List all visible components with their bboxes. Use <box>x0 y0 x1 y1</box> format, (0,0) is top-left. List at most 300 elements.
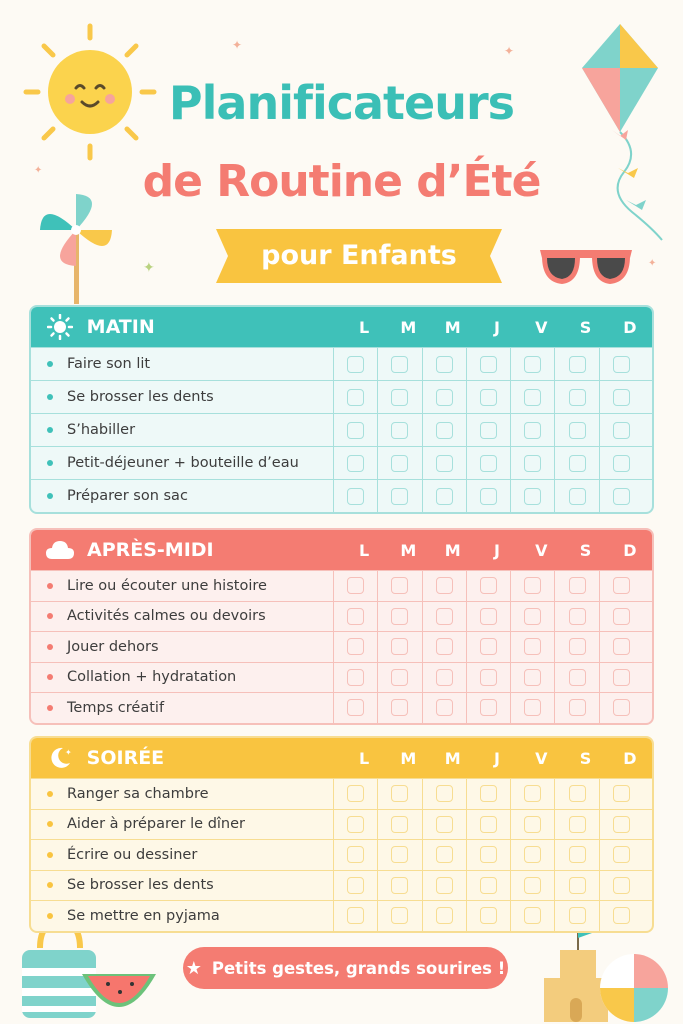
day-cell <box>423 447 467 479</box>
day-header: J <box>493 540 500 560</box>
day-cell <box>423 693 467 723</box>
footer-banner <box>183 947 508 989</box>
day-cell <box>334 901 378 931</box>
day-cell <box>600 693 644 723</box>
day-cell <box>334 414 378 446</box>
bullet-dot <box>47 427 53 433</box>
checkbox[interactable] <box>613 877 630 894</box>
checkbox[interactable] <box>569 907 586 924</box>
checkbox[interactable] <box>391 907 408 924</box>
day-cell <box>467 480 511 512</box>
checkbox[interactable] <box>569 877 586 894</box>
checkbox[interactable] <box>480 455 497 472</box>
day-cell <box>467 602 511 632</box>
task-row <box>31 347 652 380</box>
task-label: Jouer dehors <box>67 638 159 655</box>
task-cell <box>31 693 334 723</box>
bullet-dot <box>47 460 53 466</box>
day-cell <box>467 840 511 870</box>
checkbox[interactable] <box>480 422 497 439</box>
day-cell <box>378 663 422 693</box>
checkbox[interactable] <box>569 816 586 833</box>
day-cell <box>378 632 422 662</box>
checkbox[interactable] <box>569 846 586 863</box>
bullet-dot <box>47 705 53 711</box>
checkbox[interactable] <box>347 488 364 505</box>
checkbox[interactable] <box>524 877 541 894</box>
bullet-dot <box>47 852 53 858</box>
day-cell <box>600 381 644 413</box>
day-header: S <box>579 540 592 560</box>
task-label: S’habiller <box>67 422 136 438</box>
day-cell <box>511 901 555 931</box>
task-row <box>31 380 652 413</box>
checkbox[interactable] <box>480 488 497 505</box>
day-cell <box>378 693 422 723</box>
checkbox[interactable] <box>569 699 586 716</box>
day-cell <box>378 348 422 380</box>
checkbox[interactable] <box>391 816 408 833</box>
day-cell <box>511 871 555 901</box>
checkbox[interactable] <box>569 389 586 406</box>
checkbox[interactable] <box>391 877 408 894</box>
section-title: MATIN <box>86 316 155 338</box>
day-cell <box>423 663 467 693</box>
day-cell <box>600 663 644 693</box>
day-header: J <box>493 748 500 768</box>
checkbox[interactable] <box>569 638 586 655</box>
task-row <box>31 692 652 723</box>
checkbox[interactable] <box>480 816 497 833</box>
bullet-dot <box>47 361 53 367</box>
checkbox[interactable] <box>613 669 630 686</box>
checkbox[interactable] <box>391 699 408 716</box>
checkbox[interactable] <box>391 638 408 655</box>
bullet-dot <box>47 613 53 619</box>
checkbox[interactable] <box>613 638 630 655</box>
checkbox[interactable] <box>613 389 630 406</box>
checkbox[interactable] <box>613 577 630 594</box>
day-cell <box>423 414 467 446</box>
checkbox[interactable] <box>391 389 408 406</box>
checkbox[interactable] <box>480 608 497 625</box>
day-cell <box>334 381 378 413</box>
day-cell <box>334 447 378 479</box>
task-row <box>31 900 652 931</box>
day-cell <box>511 693 555 723</box>
task-cell <box>31 663 334 693</box>
day-cell <box>334 871 378 901</box>
checkbox[interactable] <box>436 877 453 894</box>
checkbox[interactable] <box>613 785 630 802</box>
day-cell <box>378 901 422 931</box>
checkbox[interactable] <box>569 608 586 625</box>
day-cell <box>511 571 555 601</box>
sparkle-icon: ✦ <box>34 165 43 176</box>
checkbox[interactable] <box>613 488 630 505</box>
checkbox[interactable] <box>436 785 453 802</box>
task-row <box>31 778 652 809</box>
day-cell <box>467 632 511 662</box>
bullet-dot <box>47 821 53 827</box>
day-cell <box>378 779 422 809</box>
checkbox[interactable] <box>569 488 586 505</box>
day-cell <box>378 602 422 632</box>
day-cell <box>555 810 599 840</box>
day-cell <box>600 447 644 479</box>
day-header: L <box>358 317 370 337</box>
day-cell <box>555 871 599 901</box>
sparkle-icon: ✦ <box>648 258 657 269</box>
checkbox[interactable] <box>480 877 497 894</box>
day-cell <box>334 779 378 809</box>
bullet-dot <box>47 882 53 888</box>
checkbox[interactable] <box>436 638 453 655</box>
day-cell <box>511 381 555 413</box>
checkbox[interactable] <box>480 389 497 406</box>
day-cell <box>378 447 422 479</box>
day-header: M <box>400 540 417 560</box>
day-cell <box>555 901 599 931</box>
task-cell <box>31 901 334 931</box>
checkbox[interactable] <box>436 356 453 373</box>
day-cell <box>334 810 378 840</box>
day-cell <box>423 779 467 809</box>
day-header: J <box>493 317 500 337</box>
day-cell <box>600 871 644 901</box>
day-header: L <box>358 748 370 768</box>
day-header: L <box>358 540 370 560</box>
section-header <box>31 307 652 347</box>
day-cell <box>555 602 599 632</box>
task-label: Activités calmes ou devoirs <box>67 608 266 625</box>
checkbox[interactable] <box>436 577 453 594</box>
sunglasses-illustration <box>536 242 636 302</box>
day-cell <box>600 779 644 809</box>
watermelon-illustration <box>80 970 158 1020</box>
day-cell <box>334 693 378 723</box>
checkbox[interactable] <box>613 699 630 716</box>
task-label: Se brosser les dents <box>67 389 214 405</box>
checkbox[interactable] <box>524 638 541 655</box>
task-row <box>31 839 652 870</box>
task-row <box>31 870 652 901</box>
checkbox[interactable] <box>613 608 630 625</box>
checkbox[interactable] <box>524 816 541 833</box>
day-cell <box>600 632 644 662</box>
day-header: M <box>400 317 417 337</box>
day-cell <box>511 602 555 632</box>
day-header: D <box>623 540 637 560</box>
checkbox[interactable] <box>524 577 541 594</box>
section-title: SOIRÉE <box>86 747 165 769</box>
checkbox[interactable] <box>436 907 453 924</box>
checkbox[interactable] <box>569 455 586 472</box>
checkbox[interactable] <box>613 356 630 373</box>
day-cell <box>423 480 467 512</box>
task-row <box>31 662 652 693</box>
checkbox[interactable] <box>347 669 364 686</box>
checkbox[interactable] <box>391 846 408 863</box>
checkbox[interactable] <box>480 785 497 802</box>
checkbox[interactable] <box>569 422 586 439</box>
checkbox[interactable] <box>347 816 364 833</box>
day-cell <box>467 663 511 693</box>
pinwheel-illustration <box>38 192 118 304</box>
checkbox[interactable] <box>480 699 497 716</box>
checkbox[interactable] <box>436 608 453 625</box>
bullet-dot <box>47 583 53 589</box>
bullet-dot <box>47 394 53 400</box>
checkbox[interactable] <box>480 577 497 594</box>
task-cell <box>31 414 334 446</box>
day-cell <box>555 381 599 413</box>
day-cell <box>511 348 555 380</box>
day-cell <box>467 871 511 901</box>
task-cell <box>31 779 334 809</box>
task-label: Petit-déjeuner + bouteille d’eau <box>67 455 299 471</box>
task-cell <box>31 480 334 512</box>
checkbox[interactable] <box>613 455 630 472</box>
day-cell <box>555 779 599 809</box>
checkbox[interactable] <box>524 699 541 716</box>
checkbox[interactable] <box>391 455 408 472</box>
checkbox[interactable] <box>569 669 586 686</box>
footer-label: Petits gestes, grands sourires ! <box>211 958 506 978</box>
day-cell <box>334 840 378 870</box>
checkbox[interactable] <box>524 608 541 625</box>
day-cell <box>423 632 467 662</box>
day-cell <box>511 663 555 693</box>
day-cell <box>511 840 555 870</box>
beach-ball-illustration <box>598 952 670 1024</box>
checkbox[interactable] <box>391 356 408 373</box>
checkbox[interactable] <box>524 907 541 924</box>
task-cell <box>31 381 334 413</box>
checkbox[interactable] <box>480 638 497 655</box>
checkbox[interactable] <box>436 816 453 833</box>
day-cell <box>423 571 467 601</box>
day-cell <box>467 414 511 446</box>
bullet-dot <box>47 493 53 499</box>
day-cell <box>423 381 467 413</box>
checkbox[interactable] <box>524 669 541 686</box>
task-label: Lire ou écouter une histoire <box>67 577 267 594</box>
checkbox[interactable] <box>436 455 453 472</box>
day-cell <box>378 571 422 601</box>
checkbox[interactable] <box>569 577 586 594</box>
checkbox[interactable] <box>436 669 453 686</box>
section-matin <box>29 305 654 514</box>
checkbox[interactable] <box>613 846 630 863</box>
day-header: M <box>444 540 461 560</box>
checkbox[interactable] <box>480 669 497 686</box>
checkbox[interactable] <box>436 699 453 716</box>
task-row <box>31 601 652 632</box>
checkbox[interactable] <box>391 608 408 625</box>
day-header: M <box>444 317 461 337</box>
checkbox[interactable] <box>391 577 408 594</box>
day-cell <box>511 480 555 512</box>
task-row <box>31 631 652 662</box>
day-cell <box>600 602 644 632</box>
checkbox[interactable] <box>391 785 408 802</box>
checkbox[interactable] <box>436 846 453 863</box>
checkbox[interactable] <box>347 699 364 716</box>
day-cell <box>423 871 467 901</box>
day-cell <box>555 663 599 693</box>
task-label: Collation + hydratation <box>67 669 237 686</box>
day-cell <box>334 663 378 693</box>
section-soiree <box>29 736 654 933</box>
task-cell <box>31 348 334 380</box>
day-cell <box>334 571 378 601</box>
day-cell <box>378 381 422 413</box>
day-cell <box>334 480 378 512</box>
day-cell <box>600 480 644 512</box>
checkbox[interactable] <box>436 422 453 439</box>
day-header: M <box>444 748 461 768</box>
day-cell <box>511 810 555 840</box>
day-cell <box>467 381 511 413</box>
day-cell <box>467 810 511 840</box>
checkbox[interactable] <box>569 785 586 802</box>
svg-text:✦: ✦ <box>64 748 72 757</box>
checkbox[interactable] <box>480 356 497 373</box>
day-header: V <box>535 540 548 560</box>
sparkle-icon: ✦ <box>504 44 515 58</box>
bullet-dot <box>47 791 53 797</box>
star-icon: ★ <box>185 957 202 979</box>
checkbox[interactable] <box>347 389 364 406</box>
sparkle-icon: ✦ <box>232 38 243 52</box>
day-header: S <box>579 317 592 337</box>
section-apres-midi <box>29 528 654 725</box>
checkbox[interactable] <box>524 356 541 373</box>
checkbox[interactable] <box>524 422 541 439</box>
checkbox[interactable] <box>347 608 364 625</box>
subtitle: pour Enfants <box>261 240 457 271</box>
moon-icon <box>45 743 75 773</box>
day-cell <box>555 447 599 479</box>
day-cell <box>511 632 555 662</box>
bullet-dot <box>47 913 53 919</box>
day-cell <box>423 810 467 840</box>
section-header <box>31 738 652 778</box>
day-header: S <box>579 748 592 768</box>
day-cell <box>467 447 511 479</box>
day-cell <box>600 840 644 870</box>
cloud-icon <box>45 535 75 565</box>
task-row <box>31 570 652 601</box>
checkbox[interactable] <box>347 785 364 802</box>
checkbox[interactable] <box>391 488 408 505</box>
checkbox[interactable] <box>347 455 364 472</box>
checkbox[interactable] <box>391 669 408 686</box>
day-cell <box>555 480 599 512</box>
checkbox[interactable] <box>347 356 364 373</box>
checkbox[interactable] <box>613 422 630 439</box>
day-cell <box>423 602 467 632</box>
checkbox[interactable] <box>347 877 364 894</box>
day-header: M <box>400 748 417 768</box>
checkbox[interactable] <box>436 389 453 406</box>
day-cell <box>511 779 555 809</box>
task-cell <box>31 840 334 870</box>
checkbox[interactable] <box>524 846 541 863</box>
checkbox[interactable] <box>391 422 408 439</box>
day-cell <box>600 901 644 931</box>
day-cell <box>467 348 511 380</box>
bullet-dot <box>47 644 53 650</box>
checkbox[interactable] <box>347 907 364 924</box>
day-cell <box>423 901 467 931</box>
task-row <box>31 413 652 446</box>
checkbox[interactable] <box>569 356 586 373</box>
sparkle-icon: ✦ <box>143 260 155 276</box>
day-cell <box>467 693 511 723</box>
day-cell <box>555 840 599 870</box>
task-cell <box>31 571 334 601</box>
checkbox[interactable] <box>524 455 541 472</box>
day-cell <box>334 348 378 380</box>
task-label: Temps créatif <box>67 699 165 716</box>
day-cell <box>378 414 422 446</box>
day-cell <box>334 602 378 632</box>
checkbox[interactable] <box>480 846 497 863</box>
section-title: APRÈS-MIDI <box>87 539 214 561</box>
bullet-dot <box>47 674 53 680</box>
task-label: Se brosser les dents <box>67 877 214 894</box>
day-cell <box>467 779 511 809</box>
task-cell <box>31 632 334 662</box>
checkbox[interactable] <box>524 389 541 406</box>
task-row <box>31 809 652 840</box>
checkbox[interactable] <box>347 577 364 594</box>
section-header <box>31 530 652 570</box>
checkbox[interactable] <box>613 907 630 924</box>
checkbox[interactable] <box>524 488 541 505</box>
task-label: Préparer son sac <box>67 488 188 504</box>
day-cell <box>467 571 511 601</box>
page-title-line2: de Routine d’Été <box>142 156 541 207</box>
checkbox[interactable] <box>347 846 364 863</box>
page-title-line1: Planificateurs <box>168 76 515 130</box>
task-row <box>31 479 652 512</box>
task-label: Aider à préparer le dîner <box>67 816 245 833</box>
day-cell <box>511 414 555 446</box>
task-cell <box>31 447 334 479</box>
checkbox[interactable] <box>347 638 364 655</box>
task-label: Ranger sa chambre <box>67 785 209 802</box>
day-cell <box>600 571 644 601</box>
sun-icon <box>45 312 75 342</box>
day-cell <box>467 901 511 931</box>
checkbox[interactable] <box>480 907 497 924</box>
day-cell <box>600 810 644 840</box>
day-header: D <box>623 748 637 768</box>
day-cell <box>555 632 599 662</box>
day-header: V <box>535 317 548 337</box>
day-cell <box>600 348 644 380</box>
checkbox[interactable] <box>524 785 541 802</box>
checkbox[interactable] <box>436 488 453 505</box>
day-cell <box>423 348 467 380</box>
day-cell <box>378 840 422 870</box>
checkbox[interactable] <box>347 422 364 439</box>
day-cell <box>378 871 422 901</box>
checkbox[interactable] <box>613 816 630 833</box>
